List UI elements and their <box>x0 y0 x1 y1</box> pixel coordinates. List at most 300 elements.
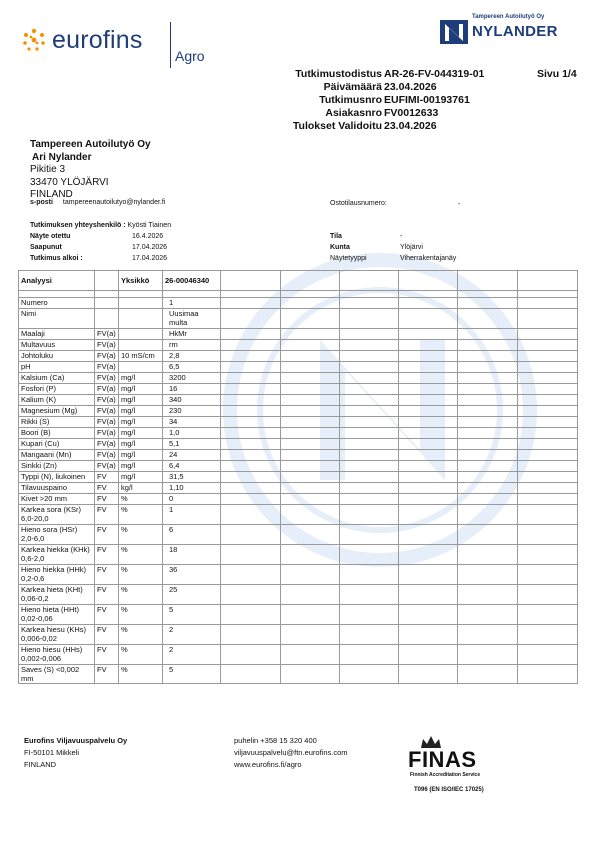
empty-cell <box>458 645 518 665</box>
empty-cell <box>281 461 340 472</box>
empty-cell <box>281 406 340 417</box>
report-value: 23.04.2026 <box>384 120 437 132</box>
empty-cell <box>340 362 399 373</box>
analysis-name: Sinkki (Zn) <box>19 461 95 472</box>
result-value: 18 <box>163 545 221 565</box>
empty-cell <box>458 605 518 625</box>
analysis-name: Typpi (N), liukoinen <box>19 472 95 483</box>
report-value: AR-26-FV-044319-01 <box>384 68 485 80</box>
header-empty-cell <box>221 271 281 291</box>
footer-email: viljavuuspalvelu@ftn.eurofins.com <box>234 748 348 757</box>
empty-cell <box>518 395 578 406</box>
empty-cell <box>518 351 578 362</box>
unit: % <box>119 525 163 545</box>
empty-cell <box>399 605 458 625</box>
analysis-name: Numero <box>19 298 95 309</box>
result-value: 6,5 <box>163 362 221 373</box>
table-row <box>19 340 578 351</box>
empty-cell <box>518 625 578 645</box>
empty-cell <box>458 585 518 605</box>
method-code: FV <box>95 625 119 645</box>
empty-cell <box>281 373 340 384</box>
empty-cell <box>518 525 578 545</box>
table-row <box>19 585 578 605</box>
result-value: 3200 <box>163 373 221 384</box>
result-value: HkMr <box>163 329 221 340</box>
method-code: FV <box>95 565 119 585</box>
empty-cell <box>518 373 578 384</box>
empty-cell <box>281 665 340 684</box>
table-row <box>19 373 578 384</box>
client-street: Pikitie 3 <box>30 164 66 175</box>
unit: mg/l <box>119 373 163 384</box>
empty-cell <box>340 545 399 565</box>
empty-cell <box>399 309 458 329</box>
empty-cell <box>518 505 578 525</box>
table-row <box>19 384 578 395</box>
analysis-name: Saves (S) <0,002 mm <box>19 665 95 684</box>
header-sample-id: 26-00046340 <box>163 271 221 291</box>
method-code: FV <box>95 585 119 605</box>
analysis-name: Hieno hiesu (HHs) 0,002-0,006 <box>19 645 95 665</box>
empty-cell <box>340 585 399 605</box>
empty-cell <box>458 329 518 340</box>
empty-cell <box>399 428 458 439</box>
empty-cell <box>399 450 458 461</box>
empty-cell <box>221 605 281 625</box>
empty-cell <box>281 362 340 373</box>
empty-cell <box>221 298 281 309</box>
table-row <box>19 362 578 373</box>
result-value: 2,8 <box>163 351 221 362</box>
table-row <box>19 450 578 461</box>
empty-cell <box>281 428 340 439</box>
spacer-cell <box>518 291 578 298</box>
empty-cell <box>221 483 281 494</box>
empty-cell <box>518 494 578 505</box>
empty-cell <box>458 450 518 461</box>
method-code: FV <box>95 605 119 625</box>
table-row <box>19 605 578 625</box>
empty-cell <box>221 585 281 605</box>
spacer-cell <box>399 291 458 298</box>
empty-cell <box>340 373 399 384</box>
empty-cell <box>340 406 399 417</box>
analysis-name: Hieno hieta (HHt) 0,02-0,06 <box>19 605 95 625</box>
empty-cell <box>340 417 399 428</box>
report-label: Päivämäärä <box>323 81 382 93</box>
empty-cell <box>458 340 518 351</box>
table-row <box>19 645 578 665</box>
result-value: 1 <box>163 298 221 309</box>
page-number: Sivu 1/4 <box>537 68 577 80</box>
finas-wordmark: FINAS <box>408 747 477 772</box>
order-label: Ostotilausnumero: <box>330 200 387 207</box>
report-row <box>250 120 580 133</box>
empty-cell <box>399 340 458 351</box>
table-row <box>19 665 578 684</box>
empty-cell <box>518 605 578 625</box>
contact-label: Tutkimuksen yhteyshenkilö : <box>30 222 126 229</box>
empty-cell <box>281 505 340 525</box>
empty-cell <box>221 565 281 585</box>
table-row <box>19 395 578 406</box>
empty-cell <box>340 665 399 684</box>
header-yksikko: Yksikkö <box>119 271 163 291</box>
empty-cell <box>281 329 340 340</box>
empty-cell <box>458 428 518 439</box>
header-empty-cell <box>340 271 399 291</box>
empty-cell <box>281 384 340 395</box>
empty-cell <box>518 450 578 461</box>
nylander-logo <box>438 14 563 50</box>
empty-cell <box>399 461 458 472</box>
result-value: 1 <box>163 505 221 525</box>
empty-cell <box>340 329 399 340</box>
empty-cell <box>399 406 458 417</box>
empty-cell <box>281 340 340 351</box>
footer-lab-country: FINLAND <box>24 760 57 769</box>
empty-cell <box>340 494 399 505</box>
unit: mg/l <box>119 384 163 395</box>
farm-value: - <box>400 233 403 240</box>
empty-cell <box>340 483 399 494</box>
result-value: rm <box>163 340 221 351</box>
empty-cell <box>399 585 458 605</box>
analysis-name: Boori (B) <box>19 428 95 439</box>
empty-cell <box>399 665 458 684</box>
contact-value: Kyösti Tiainen <box>127 222 172 229</box>
email-row <box>30 199 165 206</box>
table-row <box>19 428 578 439</box>
empty-cell <box>340 340 399 351</box>
empty-cell <box>281 545 340 565</box>
spacer-cell <box>340 291 399 298</box>
unit: % <box>119 625 163 645</box>
empty-cell <box>518 483 578 494</box>
report-value: FV0012633 <box>384 107 439 119</box>
unit: % <box>119 565 163 585</box>
report-value: EUFIMI-00193761 <box>384 94 470 106</box>
unit <box>119 309 163 329</box>
table-row <box>19 298 578 309</box>
empty-cell <box>221 450 281 461</box>
empty-cell <box>340 565 399 585</box>
header-empty-cell <box>399 271 458 291</box>
empty-cell <box>340 605 399 625</box>
empty-cell <box>399 439 458 450</box>
empty-cell <box>221 406 281 417</box>
report-row <box>250 107 580 120</box>
empty-cell <box>458 373 518 384</box>
empty-cell <box>221 351 281 362</box>
empty-cell <box>281 417 340 428</box>
analysis-name: Mangaani (Mn) <box>19 450 95 461</box>
results-table <box>18 270 578 684</box>
analysis-name: Karkea sora (KSr) 6,0-20,0 <box>19 505 95 525</box>
result-value: 340 <box>163 395 221 406</box>
report-row <box>250 81 580 94</box>
empty-cell <box>518 298 578 309</box>
empty-cell <box>458 417 518 428</box>
method-code: FV <box>95 472 119 483</box>
empty-cell <box>518 545 578 565</box>
empty-cell <box>458 505 518 525</box>
report-label: Tulokset Validoitu <box>292 120 382 132</box>
report-label: Asiakasnro <box>325 107 382 119</box>
report-header <box>250 68 580 133</box>
client-company: Tampereen Autoilutyö Oy <box>30 139 151 150</box>
empty-cell <box>281 565 340 585</box>
unit: 10 mS/cm <box>119 351 163 362</box>
result-value: 31,5 <box>163 472 221 483</box>
analysis-name: Tilavuuspaino <box>19 483 95 494</box>
method-code: FV <box>95 545 119 565</box>
empty-cell <box>281 494 340 505</box>
result-value: 230 <box>163 406 221 417</box>
method-code: FV <box>95 483 119 494</box>
empty-cell <box>221 665 281 684</box>
table-row <box>19 406 578 417</box>
footer-lab-postcode: FI-50101 Mikkeli <box>24 748 80 757</box>
unit: mg/l <box>119 450 163 461</box>
result-value: 5 <box>163 665 221 684</box>
analysis-name: Johtoluku <box>19 351 95 362</box>
empty-cell <box>281 439 340 450</box>
client-country: FINLAND <box>30 189 73 200</box>
method-code: FV <box>95 494 119 505</box>
empty-cell <box>221 625 281 645</box>
result-value: 25 <box>163 585 221 605</box>
empty-cell <box>281 585 340 605</box>
header-empty-cell <box>518 271 578 291</box>
unit: mg/l <box>119 428 163 439</box>
empty-cell <box>458 565 518 585</box>
logo-divider <box>170 22 171 68</box>
empty-cell <box>340 505 399 525</box>
empty-cell <box>399 417 458 428</box>
empty-cell <box>399 329 458 340</box>
unit <box>119 298 163 309</box>
empty-cell <box>340 428 399 439</box>
empty-cell <box>281 395 340 406</box>
unit: % <box>119 645 163 665</box>
unit: kg/l <box>119 483 163 494</box>
footer-lab-name: Eurofins Viljavuuspalvelu Oy <box>24 736 128 745</box>
table-row <box>19 329 578 340</box>
method-code: FV <box>95 505 119 525</box>
result-value: 2 <box>163 645 221 665</box>
table-row <box>19 461 578 472</box>
spacer-cell <box>119 291 163 298</box>
empty-cell <box>281 525 340 545</box>
empty-cell <box>399 565 458 585</box>
empty-cell <box>221 373 281 384</box>
unit: % <box>119 605 163 625</box>
email-value: tampereenautoilutyo@nylander.fi <box>62 199 166 206</box>
unit: mg/l <box>119 439 163 450</box>
empty-cell <box>518 329 578 340</box>
empty-cell <box>458 406 518 417</box>
empty-cell <box>458 525 518 545</box>
spacer-cell <box>221 291 281 298</box>
analysis-name: Karkea hiekka (KHk) 0,6-2,0 <box>19 545 95 565</box>
unit: % <box>119 505 163 525</box>
method-code: FV(a) <box>95 461 119 472</box>
finas-code: T096 (EN ISO/IEC 17025) <box>414 787 484 793</box>
empty-cell <box>518 406 578 417</box>
contact-row <box>30 222 171 229</box>
method-code: FV(a) <box>95 340 119 351</box>
empty-cell <box>221 505 281 525</box>
client-address <box>30 139 151 202</box>
method-code: FV(a) <box>95 373 119 384</box>
empty-cell <box>518 645 578 665</box>
report-label: Tutkimustodistus <box>295 68 382 80</box>
empty-cell <box>399 545 458 565</box>
empty-cell <box>399 483 458 494</box>
municipality-value: Ylöjärvi <box>400 244 423 251</box>
analysis-name: Nimi <box>19 309 95 329</box>
empty-cell <box>399 625 458 645</box>
analysis-name: Hieno sora (HSr) 2,0-6,0 <box>19 525 95 545</box>
unit: mg/l <box>119 472 163 483</box>
header-empty-cell <box>281 271 340 291</box>
unit <box>119 362 163 373</box>
unit: mg/l <box>119 406 163 417</box>
empty-cell <box>340 472 399 483</box>
method-code <box>95 309 119 329</box>
taken-label: Näyte otettu <box>30 233 71 240</box>
municipality-label: Kunta <box>330 244 350 251</box>
empty-cell <box>340 625 399 645</box>
empty-cell <box>399 494 458 505</box>
analysis-name: Maalaji <box>19 329 95 340</box>
unit <box>119 340 163 351</box>
report-row <box>250 68 580 81</box>
empty-cell <box>458 362 518 373</box>
analysis-name: Kalium (K) <box>19 395 95 406</box>
empty-cell <box>458 439 518 450</box>
finas-sub: Finnish Accreditation Service <box>410 772 481 778</box>
eurofins-sub: Agro <box>175 48 205 64</box>
order-value: - <box>458 201 461 208</box>
footer-lab-address <box>24 735 127 771</box>
empty-cell <box>281 298 340 309</box>
empty-cell <box>399 373 458 384</box>
empty-cell <box>518 384 578 395</box>
table-spacer-row <box>19 291 578 298</box>
method-code: FV(a) <box>95 351 119 362</box>
result-value: 6 <box>163 525 221 545</box>
result-value: 24 <box>163 450 221 461</box>
nylander-wordmark: NYLANDER <box>472 23 558 40</box>
result-value: 6,4 <box>163 461 221 472</box>
header-analyysi: Analyysi <box>19 271 95 291</box>
result-value: 5,1 <box>163 439 221 450</box>
empty-cell <box>518 309 578 329</box>
empty-cell <box>221 461 281 472</box>
empty-cell <box>281 625 340 645</box>
empty-cell <box>221 545 281 565</box>
email-label: s-posti <box>30 199 53 206</box>
table-row <box>19 439 578 450</box>
empty-cell <box>458 298 518 309</box>
result-value: 34 <box>163 417 221 428</box>
empty-cell <box>458 461 518 472</box>
empty-cell <box>518 585 578 605</box>
empty-cell <box>221 494 281 505</box>
empty-cell <box>399 525 458 545</box>
empty-cell <box>518 461 578 472</box>
unit: % <box>119 494 163 505</box>
empty-cell <box>340 645 399 665</box>
table-row <box>19 309 578 329</box>
empty-cell <box>458 395 518 406</box>
empty-cell <box>340 525 399 545</box>
empty-cell <box>221 428 281 439</box>
empty-cell <box>458 472 518 483</box>
result-value: 0 <box>163 494 221 505</box>
empty-cell <box>221 439 281 450</box>
result-value: 36 <box>163 565 221 585</box>
footer-website: www.eurofins.fi/agro <box>234 760 302 769</box>
analysis-name: Fosfori (P) <box>19 384 95 395</box>
spacer-cell <box>281 291 340 298</box>
method-code: FV <box>95 645 119 665</box>
empty-cell <box>458 351 518 362</box>
result-value: 1,10 <box>163 483 221 494</box>
empty-cell <box>340 395 399 406</box>
table-row <box>19 417 578 428</box>
empty-cell <box>221 309 281 329</box>
empty-cell <box>399 384 458 395</box>
result-value: Uusimaa multa <box>163 309 221 329</box>
report-row <box>250 94 580 107</box>
empty-cell <box>340 351 399 362</box>
empty-cell <box>399 645 458 665</box>
nylander-tagline: Tampereen Autoilutyö Oy <box>472 14 545 20</box>
analysis-name: Karkea hiesu (KHs) 0,006-0,02 <box>19 625 95 645</box>
empty-cell <box>399 505 458 525</box>
method-code: FV(a) <box>95 406 119 417</box>
eurofins-dots-icon <box>22 28 46 52</box>
unit: mg/l <box>119 417 163 428</box>
footer-phone: puhelin +358 15 320 400 <box>234 736 317 745</box>
empty-cell <box>340 439 399 450</box>
spacer-cell <box>19 291 95 298</box>
empty-cell <box>518 439 578 450</box>
analysis-name: Multavuus <box>19 340 95 351</box>
empty-cell <box>399 351 458 362</box>
empty-cell <box>221 384 281 395</box>
empty-cell <box>221 395 281 406</box>
eurofins-logo <box>22 22 205 70</box>
empty-cell <box>221 472 281 483</box>
empty-cell <box>458 665 518 684</box>
table-row <box>19 351 578 362</box>
method-code: FV(a) <box>95 395 119 406</box>
method-code: FV(a) <box>95 362 119 373</box>
client-person: Ari Nylander <box>32 151 92 163</box>
result-value: 1,0 <box>163 428 221 439</box>
nylander-emblem-icon <box>438 16 470 46</box>
analysis-name: Kivet >20 mm <box>19 494 95 505</box>
method-code: FV(a) <box>95 450 119 461</box>
taken-value: 16.4.2026 <box>132 233 164 240</box>
empty-cell <box>221 340 281 351</box>
unit: % <box>119 585 163 605</box>
